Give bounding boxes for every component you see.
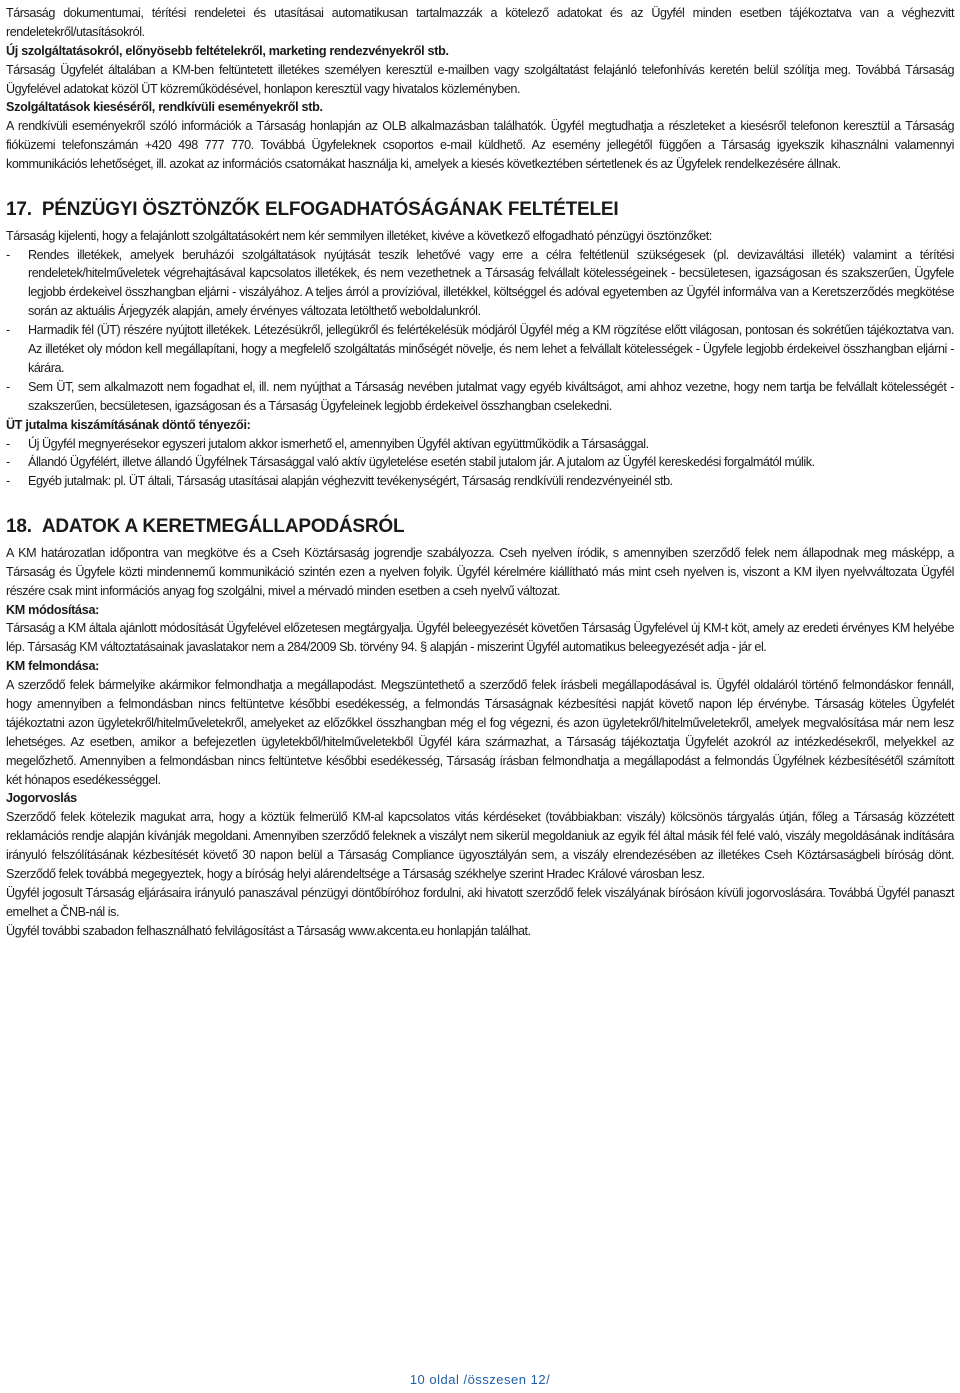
section-18-paragraph: A KM határozatlan időpontra van megkötve és a Cseh Köztársaság jogrendje szabályozza. Cseh nyelven íródik, s amennyiben szerződő felek nem állapodnak meg másképp, a Társaság és Ügyfele közti mindennemű kommunikáció szintén ezen a nyelven folyik. Ügyfél kérelmére kiállítható más mint cseh nyelven is, viszont a KM ilyen nyelvváltozata Ügyfél részére csak mint információs anyag fog szolgálni, mivel a mérvadó minden esetben a cseh nyelvű változat. [6, 545, 954, 598]
section-17-number: 17. [6, 199, 32, 221]
subheading-legal-remedy: Jogorvoslás [6, 791, 77, 806]
list-item: - Állandó Ügyfélért, illetve állandó Ügyfélnek Társasággal való aktív ügyletelése esetén stabil jutalom jár. A jutalom az Ügyfél kereskedési forgalmától múlik. [6, 455, 815, 470]
section-18-title [6, 515, 954, 540]
list-item: - Rendes illetékek, amelyek beruházói szolgáltatások nyújtását teszik lehetővé vagy erre a célra feltétlenül szükségesek (pl. devizaváltási illeték) valamint a térítési rendeletek/hitelműveletek végrehajtásával kapcsolatos illetékek, és nem vezethetnek a Társaság felvállalt kötelességeinek - becsületesen, igazságosan és szakszerűen, Ügyfele legjobb érdekeivel összhangban eljárni - viszályához. A teljes árról a provízióval, illetékkel, költséggel és adóval egyetemben az Ügyfél informálva van a Keretszerződés megkötése során az aktuális Árjegyzék alapján, amely érvényes változata letölthető weboldalunkról. [6, 247, 954, 319]
km-modification-paragraph: Társaság a KM általa ajánlott módosítását Ügyfelével előzetesen megtárgyalja. Ügyfél beleegyezését követően Társaság Ügyfelével új KM-t köt, amely az eredeti érvényes KM helyébe lép. Társaság KM változtatásainak javaslatakor nem a 284/2009 Sb. törvény 94. § alapján - miszerint Ügyfél automatikus beleegyezését adja - jár el. [6, 621, 954, 655]
list-item: - Sem ÜT, sem alkalmazott nem fogadhat el, ill. nem nyújthat a Társaság nevében jutalmat vagy egyéb kiváltságot, ami ahhoz vezetne, hogy nem tartja be felvállalt kötelességét - szakszerűen, becsületesen, igazságosan és a Társaság Ügyfeleinek legjobb érdekeivel összhangban cselekedni. [6, 379, 954, 413]
list-item: - Új Ügyfél megnyerésekor egyszeri jutalom akkor ismerhető el, amennyiben Ügyfél aktívan együttműködik a Társasággal. [6, 436, 649, 451]
section-17-heading: PÉNZÜGYI ÖSZTÖNZŐK ELFOGADHATÓSÁGÁNAK FELTÉTELEI [41, 199, 619, 221]
legal-remedy-paragraph-3: Ügyfél további szabadon felhasználható felvilágosítást a Társaság www.akcenta.eu honlapján találhat. [6, 923, 531, 938]
subheading-outages: Szolgáltatások kieséséről, rendkívüli eseményekről stb. [6, 100, 323, 115]
subheading-km-termination: KM felmondása: [6, 659, 100, 674]
outages-paragraph: A rendkívüli eseményekről szóló információk a Társaság honlapján az OLB alkalmazásban találhatók. Ügyfél megtudhatja a részleteket a kiesésről telefonon keresztül a Társaság fióküzemi telefonszámán +420 498 777 770. Továbbá Ügyfeleknek csoportos e-mail küldhető. Az esemény jellegétől függően a Társaság igyekszik kihasználni valamennyi kommunikációs lehetőséget, ill. azokat az információs csatornákat használja ki, amelyek a kiesés következtében sértetlenek és az Ügyfelek rendelkezésére állnak. [6, 119, 954, 172]
section-18-number: 18. [6, 516, 32, 538]
km-termination-paragraph: A szerződő felek bármelyike akármikor felmondhatja a megállapodást. Megszüntethető a szerződő felek írásbeli megállapodásával is. Ügyfél oldaláról történő felmondáskor fennáll, hogy amennyiben a felmondásban nincs feltüntetve későbbi esedékesség, a felmondás Társaságnak kézbesítési napját követő napon lép érvénybe. Társaság köteles Ügyfelét tájékoztatni azon ügyletekről/hitelműveletekről, amelyeket az előzőkkel összhangban még el fog végezni, és azon ügyletekről/hitelműveletekről, amelyek megvalósítása már nem lesz lehetséges. Az esetben, amikor a befejezetlen ügyletekből/hitelműveletekből Ügyfél kára származhat, a Társaság tájékoztatja Ügyfelét azokról az intézkedésekről, melyekkel az megelőzhető. Amennyiben a felmondásban nincs feltüntetve későbbi esedékesség, Társaság írásban felmondhatja a megállapodást a felmondás Ügyfélnek kézbesítésétől számított két hónapos esedékességgel. [6, 678, 954, 787]
subheading-new-services: Új szolgáltatásokról, előnyösebb feltételekről, marketing rendezvényekről stb. [6, 43, 449, 58]
list-item: - Harmadik fél (ÜT) részére nyújtott illetékek. Létezésükről, jellegükről és felértékelésük módjáról Ügyfél még a KM rögzítése előtt világosan, pontosan és sokrétűen tájékoztatva van. Az illetéket oly módon kell megállapítani, hogy a megfelelő szolgáltatás minőségét növelje, és nem lehet a felvállalt kötelességek - Ügyfele legjobb érdekeivel összhangban eljárni - kárára. [6, 323, 954, 375]
section-18-heading: ADATOK A KERETMEGÁLLAPODÁSRÓL [41, 516, 405, 538]
legal-remedy-paragraph-2: Ügyfél jogosult Társaság eljárásaira irányuló panaszával pénzügyi döntőbíróhoz fordulni, aki hivatott szerződő felek viszályának bírósáon kívüli jogorvoslására. Továbbá Ügyfél panaszt emelhet a ČNB-nál is. [6, 885, 954, 919]
intro-paragraph: Társaság dokumentumai, térítési rendeletei és utasításai automatikusan tartalmazzák a kötelező adatokat és az Ügyfél minden esetben tájékoztatva van a véghezvitt rendeletekről/utasításokról. [6, 6, 954, 39]
page-number-footer: 10 oldal /összesen 12/ [409, 1372, 551, 1387]
list-item: - Egyéb jutalmak: pl. ÜT általi, Társaság utasításai alapján véghezvitt tevékenységért, Társaság rendkívüli rendezvényeinél stb. [6, 474, 673, 489]
legal-remedy-paragraph-1: Szerződő felek kötelezik magukat arra, hogy a köztük felmerülő KM-al kapcsolatos vitás kérdéseket (továbbiakban: viszály) kölcsönös tárgyalás útján, főleg a Társaság közzétett reklamációs rendje alapján kívánják megoldani. Amennyiben szerződő feleknek a viszályt nem sikerül megoldaniuk az egyik fél által másik fél felé való, viszály megoldásának indítására irányuló felszólításának kézbesítését követő 30 napon belül a Társaság Compliance ügyosztályán sem, a viszály elrendezésében az illetékes Cseh Köztársaságbeli bíróság dönt. Szerződő felek továbbá megegyeztek, hogy a bíróság helyi alárendeltsége a Társaság székhelye szerint Hradec Králové városban lesz. [6, 810, 954, 881]
section-17-title [6, 198, 954, 223]
subheading-km-modification: KM módosítása: [6, 602, 100, 617]
new-services-paragraph: Társaság Ügyfelét általában a KM-ben feltüntetett illetékes személyen keresztül e-mailben vagy szolgáltatást felajánló telefonhívás keretén belül szólítja meg. Továbbá Társaság Ügyfelével adatokat közöl ÜT közreműködésével, honlapon keresztül vagy hivatalos közleményben. [6, 62, 954, 96]
subheading-reward-factors: ÜT jutalma kiszámításának döntő tényezői: [6, 417, 251, 432]
section-17-intro: Társaság kijelenti, hogy a felajánlott szolgáltatásokért nem kér semmilyen illetéket, kivéve a következő elfogadható pénzügyi ösztönzőket: [6, 228, 712, 243]
document-page [6, 4, 954, 941]
